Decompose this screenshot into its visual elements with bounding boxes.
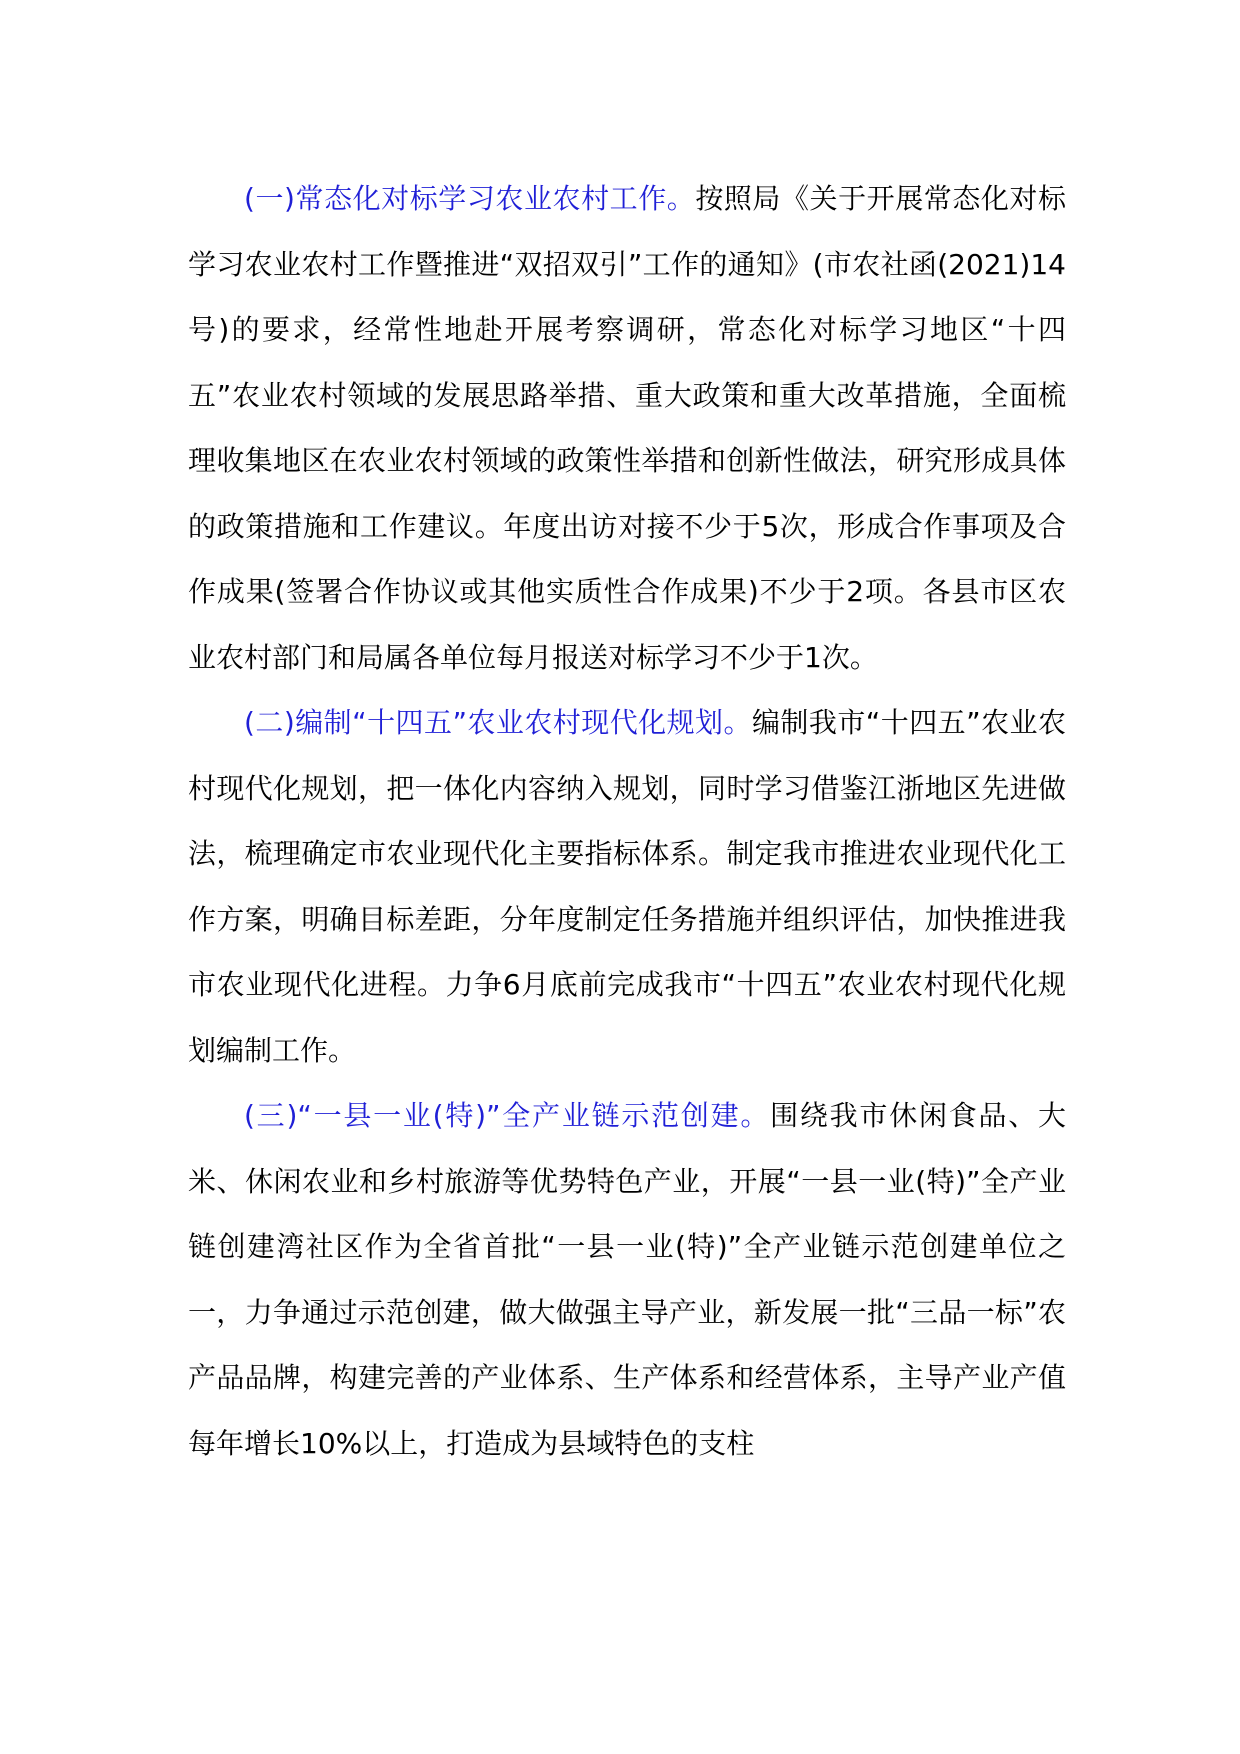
paragraph-2-body: 编制我市“十四五”农业农村现代化规划，把一体化内容纳入规划，同时学习借鉴江浙地区先进做法，梳理确定市农业现代化主要指标体系。制定我市推进农业现代化工作方案，明确目标差距，分年度制定任务措施并组织评估，加快推进我市农业现代化进程。力争6月底前完成我市“十四五”农业农村现代化规划编制工作。 — [188, 706, 1066, 1067]
paragraph-2 — [188, 690, 1066, 1083]
paragraph-1-body: 按照局《关于开展常态化对标学习农业农村工作暨推进“双招双引”工作的通知》(市农社函(2021)14号)的要求，经常性地赴开展考察调研，常态化对标学习地区“十四五”农业农村领域的发展思路举措、重大政策和重大改革措施，全面梳理收集地区在农业农村领域的政策性举措和创新性做法，研究形成具体的政策措施和工作建议。年度出访对接不少于5次，形成合作事项及合作成果(签署合作协议或其他实质性合作成果)不少于2项。各县市区农业农村部门和局属各单位每月报送对标学习不少于1次。 — [188, 182, 1066, 674]
paragraph-1 — [188, 166, 1066, 690]
paragraph-2-heading: (二)编制“十四五”农业农村现代化规划。 — [244, 706, 752, 739]
paragraph-1-heading: (一)常态化对标学习农业农村工作。 — [244, 182, 696, 215]
paragraph-3-heading: (三)“一县一业(特)”全产业链示范创建。 — [244, 1099, 771, 1132]
paragraph-3 — [188, 1083, 1066, 1476]
paragraph-3-body: 围绕我市休闲食品、大米、休闲农业和乡村旅游等优势特色产业，开展“一县一业(特)”全产业链创建湾社区作为全省首批“一县一业(特)”全产业链示范创建单位之一，力争通过示范创建，做大做强主导产业，新发展一批“三品一标”农产品品牌，构建完善的产业体系、生产体系和经营体系，主导产业产值每年增长10%以上，打造成为县域特色的支柱 — [188, 1099, 1066, 1460]
document-body — [188, 166, 1066, 1476]
